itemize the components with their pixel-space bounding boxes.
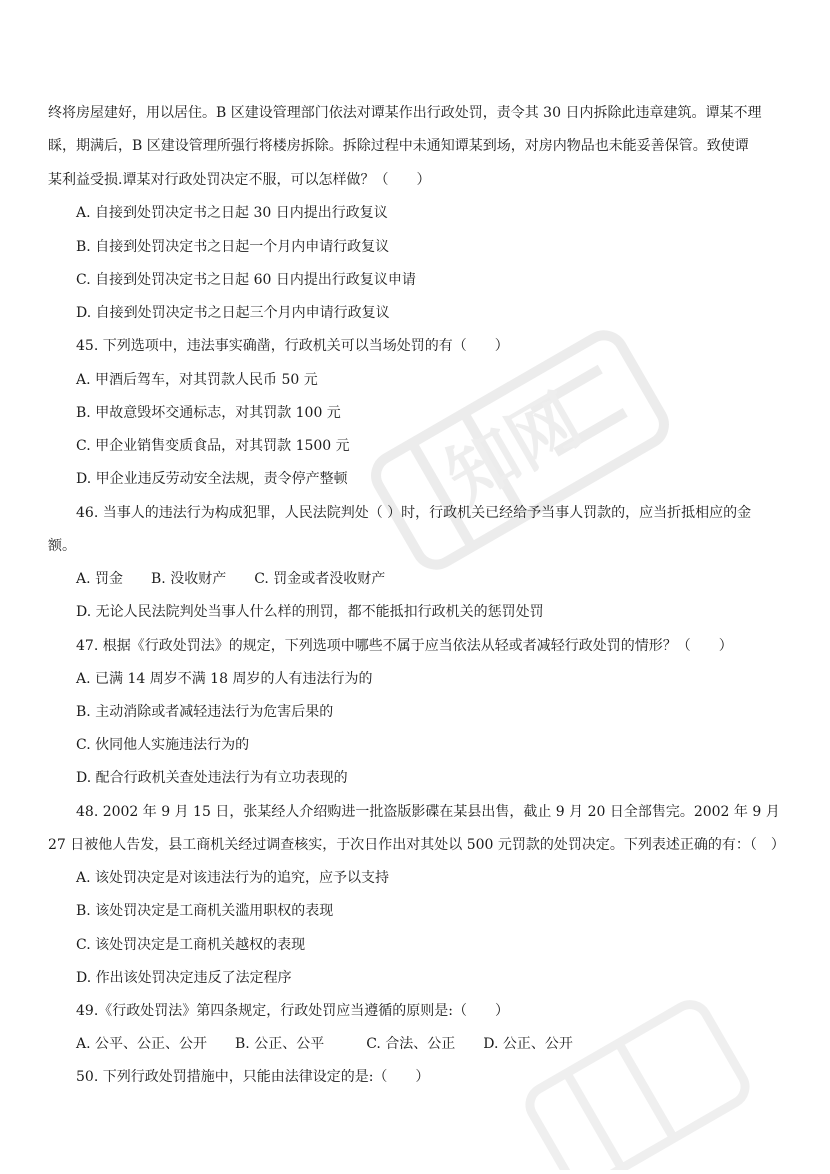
q50-question: 50. 下列行政处罚措施中，只能由法律设定的是:（ ） xyxy=(76,1069,430,1085)
q47-option-a: A. 已满 14 周岁不满 18 周岁的人有违法行为的 xyxy=(76,671,373,687)
q48-question-line-1: 48. 2002 年 9 月 15 日，张某经人介绍购进一批盗版影碟在某县出售，截止 9 月 20 日全部售完。2002 年 9 月 xyxy=(76,804,780,820)
q49-options: A. 公平、公正、公开 B. 公正、公平 C. 合法、公正 D. 公正、公开 xyxy=(76,1036,573,1052)
q46-question-line-1: 46. 当事人的违法行为构成犯罪，人民法院判处（ ）时，行政机关已经给予当事人罚款的，应当折抵相应的金 xyxy=(76,505,752,521)
intro-line-2: 睬，期满后，B 区建设管理所强行将楼房拆除。拆除过程中未通知谭某到场，对房内物品也未能妥善保管。致使谭 xyxy=(48,138,749,154)
intro-line-1: 终将房屋建好，用以居住。B 区建设管理部门依法对谭某作出行政处罚，责令其 30 日内拆除此违章建筑。谭某不理 xyxy=(48,105,762,121)
q47-option-c: C. 伙同他人实施违法行为的 xyxy=(76,737,250,753)
watermark-text: 知网 xyxy=(432,378,595,520)
q44-option-c: C. 自接到处罚决定书之日起 60 日内提出行政复议申请 xyxy=(76,272,416,288)
q48-option-d: D. 作出该处罚决定违反了法定程序 xyxy=(76,970,292,986)
q49-question: 49.《行政处罚法》第四条规定，行政处罚应当遵循的原则是:（ ） xyxy=(76,1003,509,1019)
q48-option-c: C. 该处罚决定是工商机关越权的表现 xyxy=(76,937,306,953)
q47-question: 47. 根据《行政处罚法》的规定，下列选项中哪些不属于应当依法从轻或者减轻行政处罚的情形？（ ） xyxy=(76,638,733,654)
q48-option-b: B. 该处罚决定是工商机关滥用职权的表现 xyxy=(76,903,334,919)
q48-option-a: A. 该处罚决定是对该违法行为的追究，应予以支持 xyxy=(76,870,390,886)
q44-option-d: D. 自接到处罚决定书之日起三个月内申请行政复议 xyxy=(76,305,390,321)
q45-option-b: B. 甲故意毁坏交通标志，对其罚款 100 元 xyxy=(76,405,341,421)
q47-option-b: B. 主动消除或者减轻违法行为危害后果的 xyxy=(76,704,334,720)
q44-option-b: B. 自接到处罚决定书之日起一个月内申请行政复议 xyxy=(76,239,390,255)
q45-option-a: A. 甲酒后驾车，对其罚款人民币 50 元 xyxy=(76,372,318,388)
q48-question-line-2: 27 日被他人告发，县工商机关经过调查核实，于次日作出对其处以 500 元罚款的处罚决定。下列表述正确的有：（ ） xyxy=(48,837,785,853)
q45-option-d: D. 甲企业违反劳动安全法规，责令停产整顿 xyxy=(76,471,348,487)
q45-question: 45. 下列选项中，违法事实确凿，行政机关可以当场处罚的有（ ） xyxy=(76,338,509,354)
q46-options-abc: A. 罚金 B. 没收财产 C. 罚金或者没收财产 xyxy=(76,571,386,587)
q45-option-c: C. 甲企业销售变质食品，对其罚款 1500 元 xyxy=(76,438,350,454)
q44-option-a: A. 自接到处罚决定书之日起 30 日内提出行政复议 xyxy=(76,205,388,221)
q47-option-d: D. 配合行政机关查处违法行为有立功表现的 xyxy=(76,770,348,786)
intro-line-3: 某利益受损.谭某对行政处罚决定不服，可以怎样做？（ ） xyxy=(48,172,431,188)
q46-question-line-2: 额。 xyxy=(48,538,76,554)
q46-option-d: D. 无论人民法院判处当事人什么样的刑罚，都不能抵扣行政机关的惩罚处罚 xyxy=(76,604,544,620)
